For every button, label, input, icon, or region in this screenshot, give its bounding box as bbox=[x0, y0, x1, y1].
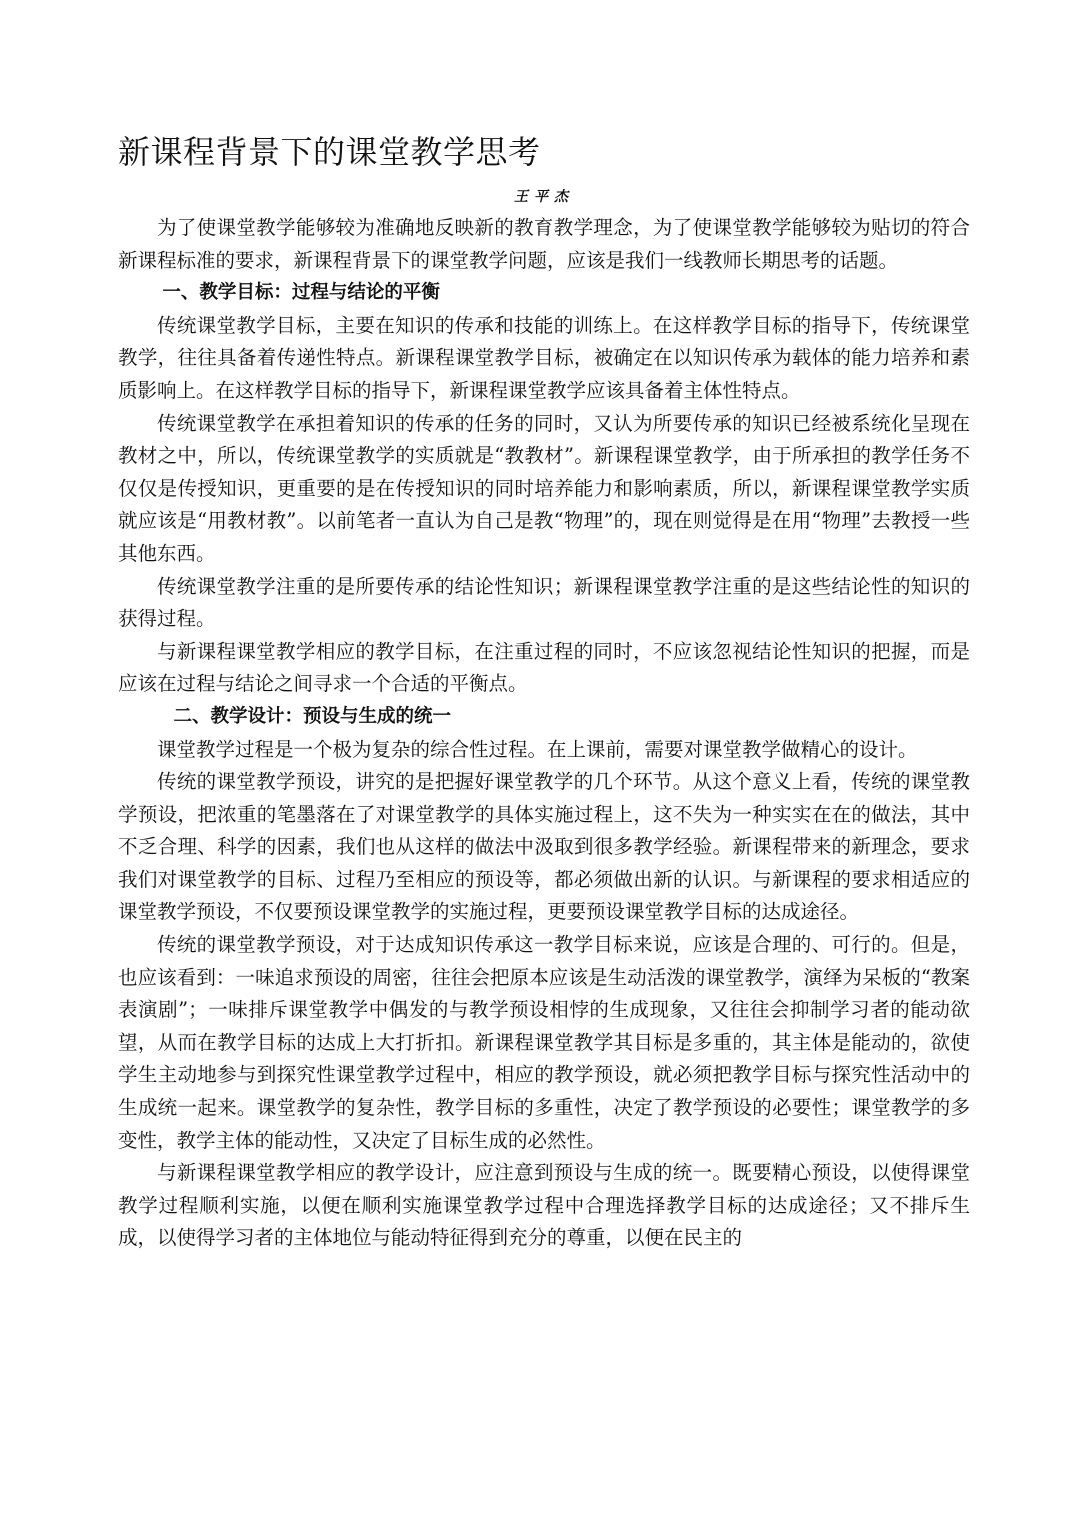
document-body bbox=[118, 212, 970, 1255]
body-paragraph: 与新课程课堂教学相应的教学目标，在注重过程的同时，不应该忽视结论性知识的把握，而是应该在过程与结论之间寻求一个合适的平衡点。 bbox=[118, 639, 970, 696]
body-paragraph: 与新课程课堂教学相应的教学设计，应注意到预设与生成的统一。既要精心预设，以使得课堂教学过程顺利实施，以便在顺利实施课堂教学过程中合理选择教学目标的达成途径；又不排斥生成，以使得学习者的主体地位与能动特征得到充分的尊重，以便在民主的 bbox=[118, 1161, 970, 1250]
section-heading: 二、教学设计：预设与生成的统一 bbox=[173, 705, 452, 727]
body-paragraph: 传统的课堂教学预设，对于达成知识传承这一教学目标来说，应该是合理的、可行的。但是，也应该看到：一味追求预设的周密，往往会把原本应该是生动活泼的课堂教学，演绎为呆板的“教案表演剧”；一味排斥课堂教学中偶发的与教学预设相悖的生成现象，又往往会抑制学习者的能动欲望，从而在教学目标的达成上大打折扣。新课程课堂教学其目标是多重的，其主体是能动的，欲使学生主动地参与到探究性课堂教学过程中，相应的教学预设，就必须把教学目标与探究性活动中的生成统一起来。课堂教学的复杂性，教学目标的多重性，决定了教学预设的必要性；课堂教学的多变性，教学主体的能动性，又决定了目标生成的必然性。 bbox=[118, 933, 970, 1152]
body-paragraph: 为了使课堂教学能够较为准确地反映新的教育教学理念，为了使课堂教学能够较为贴切的符合新课程标准的要求，新课程背景下的课堂教学问题，应该是我们一线教师长期思考的话题。 bbox=[118, 216, 970, 272]
document-author: 王平杰 bbox=[514, 189, 574, 205]
body-paragraph: 传统课堂教学注重的是所要传承的结论性知识；新课程课堂教学注重的是这些结论性的知识的获得过程。 bbox=[118, 574, 970, 631]
document-page bbox=[118, 130, 970, 1255]
body-paragraph: 课堂教学过程是一个极为复杂的综合性过程。在上课前，需要对课堂教学做精心的设计。 bbox=[157, 737, 918, 761]
document-title: 新课程背景下的课堂教学思考 bbox=[118, 133, 541, 171]
section-heading: 一、教学目标：过程与结论的平衡 bbox=[162, 282, 440, 304]
body-paragraph: 传统课堂教学在承担着知识的传承的任务的同时，又认为所要传承的知识已经被系统化呈现在教材之中，所以，传统课堂教学的实质就是“教教材”。新课程课堂教学，由于所承担的教学任务不仅仅是传授知识，更重要的是在传授知识的同时培养能力和影响素质，所以，新课程课堂教学实质就应该是“用教材教”。以前笔者一直认为自己是教“物理”的，现在则觉得是在用“物理”去教授一些其他东西。 bbox=[118, 411, 970, 565]
body-paragraph: 传统的课堂教学预设，讲究的是把握好课堂教学的几个环节。从这个意义上看，传统的课堂教学预设，把浓重的笔墨落在了对课堂教学的具体实施过程上，这不失为一种实实在在的做法，其中不乏合理、科学的因素，我们也从这样的做法中汲取到很多教学经验。新课程带来的新理念，要求我们对课堂教学的目标、过程乃至相应的预设等，都必须做出新的认识。与新课程的要求相适应的课堂教学预设，不仅要预设课堂教学的实施过程，更要预设课堂教学目标的达成途径。 bbox=[118, 770, 970, 924]
body-paragraph: 传统课堂教学目标，主要在知识的传承和技能的训练上。在这样教学目标的指导下，传统课堂教学，往往具备着传递性特点。新课程课堂教学目标，被确定在以知识传承为载体的能力培养和素质影响上。在这样教学目标的指导下，新课程课堂教学应该具备着主体性特点。 bbox=[118, 313, 970, 402]
